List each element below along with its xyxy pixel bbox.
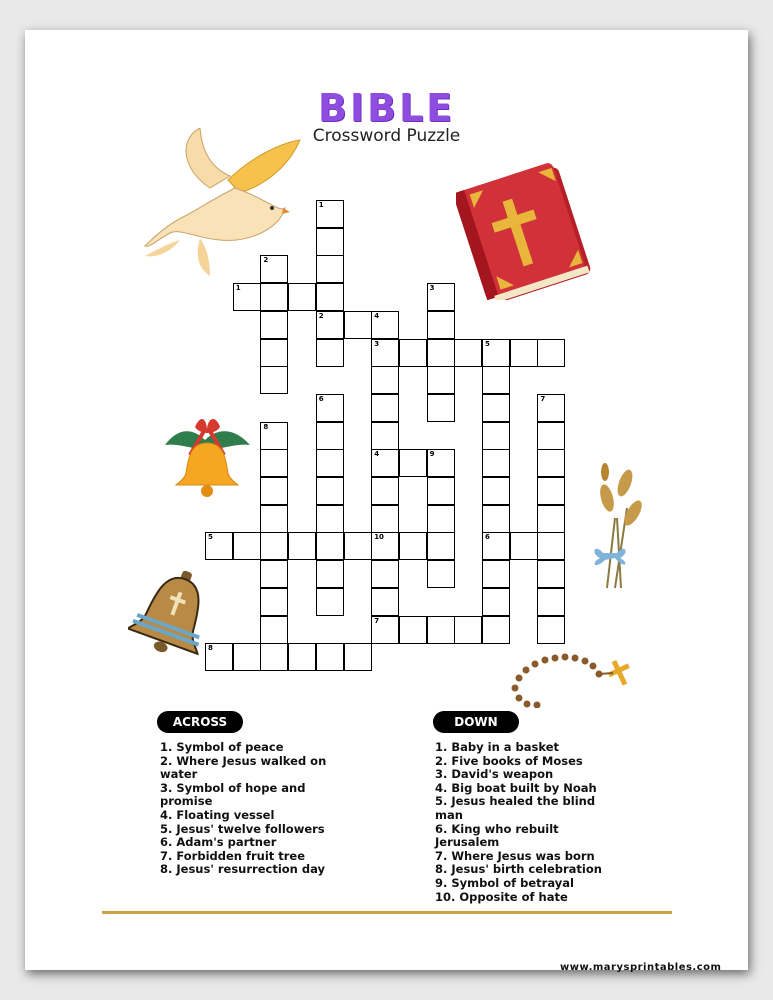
- across-clue: 8. Jesus' resurrection day: [160, 862, 325, 877]
- crossword-cell[interactable]: [260, 477, 288, 505]
- crossword-cell[interactable]: [260, 505, 288, 533]
- crossword-cell[interactable]: [344, 532, 372, 560]
- crossword-cell[interactable]: [233, 643, 261, 671]
- crossword-cell[interactable]: [316, 505, 344, 533]
- crossword-cell[interactable]: [371, 588, 399, 616]
- crossword-cell[interactable]: [371, 311, 399, 339]
- crossword-cell[interactable]: [205, 643, 233, 671]
- clue-number: 1: [235, 284, 241, 293]
- crossword-cell[interactable]: [427, 532, 455, 560]
- crossword-cell[interactable]: [427, 477, 455, 505]
- crossword-cell[interactable]: [205, 532, 233, 560]
- across-clue: 2. Where Jesus walked on water: [160, 753, 327, 782]
- crossword-cell[interactable]: [537, 422, 565, 450]
- crossword-cell[interactable]: [371, 560, 399, 588]
- crossword-cell[interactable]: [510, 339, 538, 367]
- crossword-cell[interactable]: [537, 449, 565, 477]
- crossword-cell[interactable]: [316, 200, 344, 228]
- crossword-cell[interactable]: [537, 588, 565, 616]
- clue-number: 3: [374, 339, 380, 348]
- down-clue: 1. Baby in a basket: [435, 740, 560, 754]
- crossword-cell[interactable]: [316, 255, 344, 283]
- crossword-cell[interactable]: [482, 449, 510, 477]
- clue-number: 10: [374, 533, 384, 542]
- across-clue: 1. Symbol of peace: [160, 740, 284, 754]
- crossword-cell[interactable]: [427, 311, 455, 339]
- crossword-cell[interactable]: [482, 616, 510, 644]
- crossword-cell[interactable]: [316, 228, 344, 256]
- crossword-cell[interactable]: [371, 422, 399, 450]
- crossword-cell[interactable]: [482, 366, 510, 394]
- crossword-cell[interactable]: [537, 616, 565, 644]
- across-clue: 5. Jesus' twelve followers: [160, 821, 325, 836]
- crossword-cell[interactable]: [371, 366, 399, 394]
- crossword-cell[interactable]: [260, 643, 288, 671]
- crossword-cell[interactable]: [482, 505, 510, 533]
- crossword-cell[interactable]: [260, 588, 288, 616]
- down-heading: DOWN: [433, 711, 519, 733]
- across-clue: 3. Symbol of hope and promise: [160, 780, 306, 809]
- crossword-cell[interactable]: [316, 532, 344, 560]
- down-clue: 9. Symbol of betrayal: [435, 875, 574, 890]
- crossword-cell[interactable]: [371, 477, 399, 505]
- clue-number: 7: [540, 394, 546, 403]
- crossword-cell[interactable]: [537, 394, 565, 422]
- clue-number: 6: [318, 394, 324, 403]
- crossword-cell[interactable]: [288, 283, 316, 311]
- crossword-cell[interactable]: [427, 339, 455, 367]
- down-clue: 2. Five books of Moses: [435, 753, 583, 768]
- across-clue: 7. Forbidden fruit tree: [160, 848, 306, 863]
- crossword-cell[interactable]: [371, 449, 399, 477]
- crossword-cell[interactable]: [316, 643, 344, 671]
- crossword-cell[interactable]: [399, 616, 427, 644]
- across-clue: 6. Adam's partner: [160, 835, 277, 850]
- website-credit: www.marysprintables.com: [560, 962, 722, 973]
- crossword-cell[interactable]: [427, 616, 455, 644]
- across-clue: 4. Floating vessel: [160, 807, 275, 822]
- crossword-cell[interactable]: [399, 449, 427, 477]
- clue-number: 2: [318, 311, 324, 320]
- crossword-cell[interactable]: [260, 283, 288, 311]
- crossword-cell[interactable]: [454, 339, 482, 367]
- crossword-cell[interactable]: [537, 505, 565, 533]
- down-clue: 5. Jesus healed the blind man: [435, 794, 596, 822]
- crossword-cell[interactable]: [260, 616, 288, 644]
- clue-number: 4: [374, 311, 380, 320]
- crossword-cell[interactable]: [399, 532, 427, 560]
- down-clue: 6. King who rebuilt Jerusalem: [435, 821, 559, 850]
- crossword-cell[interactable]: [260, 366, 288, 394]
- crossword-cell[interactable]: [316, 560, 344, 588]
- crossword-cell[interactable]: [482, 588, 510, 616]
- down-clue: 4. Big boat built by Noah: [435, 780, 597, 795]
- clue-number: 2: [263, 256, 269, 265]
- crossword-cell[interactable]: [233, 532, 261, 560]
- crossword-cell[interactable]: [482, 394, 510, 422]
- crossword-cell[interactable]: [371, 505, 399, 533]
- crossword-cell[interactable]: [316, 339, 344, 367]
- clue-number: 5: [208, 533, 213, 542]
- clue-number: 4: [374, 450, 380, 459]
- crossword-cell[interactable]: [260, 532, 288, 560]
- down-clue: 10. Opposite of hate: [435, 889, 568, 904]
- crossword-cell[interactable]: [537, 560, 565, 588]
- down-clue: 8. Jesus' birth celebration: [435, 862, 602, 877]
- crossword-cell[interactable]: [371, 532, 399, 560]
- clue-number: 8: [263, 422, 269, 431]
- crossword-cell[interactable]: [260, 422, 288, 450]
- crossword-cell[interactable]: [288, 532, 316, 560]
- page-title: BIBLE: [317, 86, 456, 130]
- crossword-cell[interactable]: [344, 643, 372, 671]
- clue-number: 8: [208, 644, 213, 653]
- down-clue: 7. Where Jesus was born: [435, 848, 595, 863]
- crossword-cell[interactable]: [316, 283, 344, 311]
- crossword-cell[interactable]: [288, 643, 316, 671]
- crossword-cell[interactable]: [537, 532, 565, 560]
- crossword-cell[interactable]: [482, 532, 510, 560]
- crossword-cell[interactable]: [260, 311, 288, 339]
- crossword-cell[interactable]: [260, 449, 288, 477]
- clue-number: 3: [429, 284, 435, 293]
- clue-number: 9: [429, 450, 435, 459]
- crossword-cell[interactable]: [482, 560, 510, 588]
- crossword-cell[interactable]: [316, 394, 344, 422]
- crossword-cell[interactable]: [260, 339, 288, 367]
- crossword-cell[interactable]: [482, 477, 510, 505]
- across-clue-list: [160, 741, 360, 877]
- clue-number: 7: [374, 616, 380, 625]
- crossword-cell[interactable]: [537, 477, 565, 505]
- crossword-cell[interactable]: [399, 339, 427, 367]
- crossword-cell[interactable]: [316, 422, 344, 450]
- crossword-cell[interactable]: [427, 505, 455, 533]
- crossword-cell[interactable]: [316, 588, 344, 616]
- crossword-cell[interactable]: [482, 422, 510, 450]
- crossword-cell[interactable]: [371, 616, 399, 644]
- crossword-cell[interactable]: [260, 255, 288, 283]
- crossword-cell[interactable]: [427, 394, 455, 422]
- crossword-cell[interactable]: [427, 283, 455, 311]
- crossword-cell[interactable]: [537, 339, 565, 367]
- crossword-cell[interactable]: [316, 449, 344, 477]
- crossword-cell[interactable]: [316, 477, 344, 505]
- clue-number: 5: [485, 339, 490, 348]
- clue-number: 1: [318, 201, 324, 209]
- crossword-cell[interactable]: [371, 339, 399, 367]
- crossword-cell[interactable]: [427, 560, 455, 588]
- clue-number: 6: [485, 533, 490, 542]
- crossword-cell[interactable]: [454, 616, 482, 644]
- footer-divider: [102, 911, 672, 914]
- crossword-cell[interactable]: [260, 560, 288, 588]
- crossword-cell[interactable]: [427, 449, 455, 477]
- crossword-cell[interactable]: [510, 532, 538, 560]
- across-heading: ACROSS: [157, 711, 243, 733]
- crossword-cell[interactable]: [482, 339, 510, 367]
- crossword-cell[interactable]: [344, 311, 372, 339]
- crossword-cell[interactable]: [233, 283, 261, 311]
- down-clue: 3. David's weapon: [435, 767, 554, 782]
- crossword-cell[interactable]: [316, 311, 344, 339]
- page-subtitle: Crossword Puzzle: [312, 126, 461, 146]
- crossword-cell[interactable]: [371, 394, 399, 422]
- crossword-cell[interactable]: [427, 366, 455, 394]
- down-clue-list: [435, 741, 625, 904]
